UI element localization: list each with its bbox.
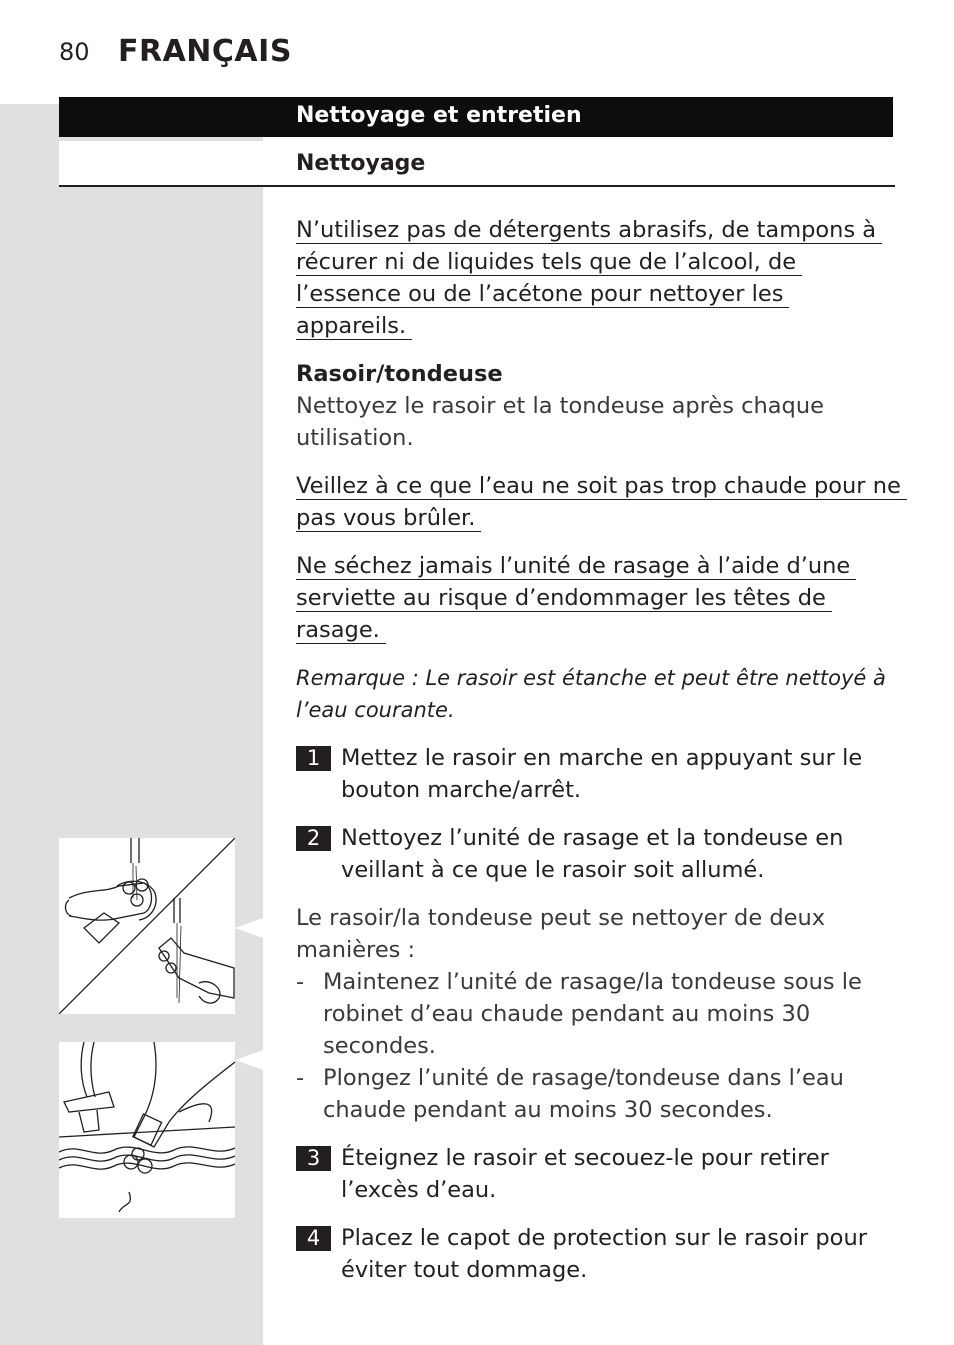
step-2-intro: Le rasoir/la tondeuse peut se nettoyer de deux manières : bbox=[296, 905, 826, 963]
immerse-in-water-illustration bbox=[59, 1042, 235, 1218]
step-1 bbox=[296, 742, 901, 806]
bullet-item bbox=[296, 1062, 901, 1126]
subsection-backdrop bbox=[59, 141, 263, 185]
section-title: Nettoyage et entretien bbox=[296, 103, 582, 128]
step-3 bbox=[296, 1142, 901, 1206]
bullet-marker: - bbox=[296, 969, 305, 995]
figure-pointer-icon bbox=[235, 908, 263, 948]
step-text: Nettoyez l’unité de rasage et la tondeuse en veillant à ce que le rasoir soit allumé. bbox=[341, 825, 844, 883]
bullet-text: Plongez l’unité de rasage/tondeuse dans l’eau chaude pendant au moins 30 secondes. bbox=[323, 1065, 844, 1123]
shaver-text: Nettoyez le rasoir et la tondeuse après chaque utilisation. bbox=[296, 393, 824, 451]
main-content bbox=[296, 214, 901, 1302]
page-number: 80 bbox=[59, 38, 90, 66]
step-number: 1 bbox=[296, 746, 331, 771]
step-4 bbox=[296, 1222, 901, 1286]
step-text: Éteignez le rasoir et secouez-le pour retirer l’excès d’eau. bbox=[341, 1145, 829, 1203]
note-waterproof: Remarque : Le rasoir est étanche et peut être nettoyé à l’eau courante. bbox=[296, 666, 886, 722]
step-number: 4 bbox=[296, 1226, 331, 1251]
bullet-item bbox=[296, 966, 901, 1062]
step-number: 3 bbox=[296, 1146, 331, 1171]
language-heading: FRANÇAIS bbox=[118, 34, 292, 69]
subsection-title: Nettoyage bbox=[296, 151, 426, 176]
bullet-marker: - bbox=[296, 1065, 305, 1091]
rinse-under-tap-illustration bbox=[59, 838, 235, 1014]
warning-abrasives: N’utilisez pas de détergents abrasifs, de tampons à récurer ni de liquides tels que de l’alcool, de l’essence ou de l’acétone pour nettoyer les appareils. bbox=[296, 214, 901, 342]
subsection-rule bbox=[59, 185, 895, 187]
bullet-text: Maintenez l’unité de rasage/la tondeuse sous le robinet d’eau chaude pendant au moins 30 secondes. bbox=[323, 969, 862, 1059]
step-text: Mettez le rasoir en marche en appuyant sur le bouton marche/arrêt. bbox=[341, 745, 863, 803]
step-2 bbox=[296, 822, 901, 886]
figure-pointer-icon bbox=[235, 1040, 263, 1080]
warning-towel: Ne séchez jamais l’unité de rasage à l’aide d’une serviette au risque d’endommager les têtes de rasage. bbox=[296, 550, 901, 646]
step-number: 2 bbox=[296, 826, 331, 851]
step-text: Placez le capot de protection sur le rasoir pour éviter tout dommage. bbox=[341, 1225, 867, 1283]
warning-hot-water: Veillez à ce que l’eau ne soit pas trop chaude pour ne pas vous brûler. bbox=[296, 470, 901, 534]
shaver-heading: Rasoir/tondeuse bbox=[296, 361, 503, 387]
